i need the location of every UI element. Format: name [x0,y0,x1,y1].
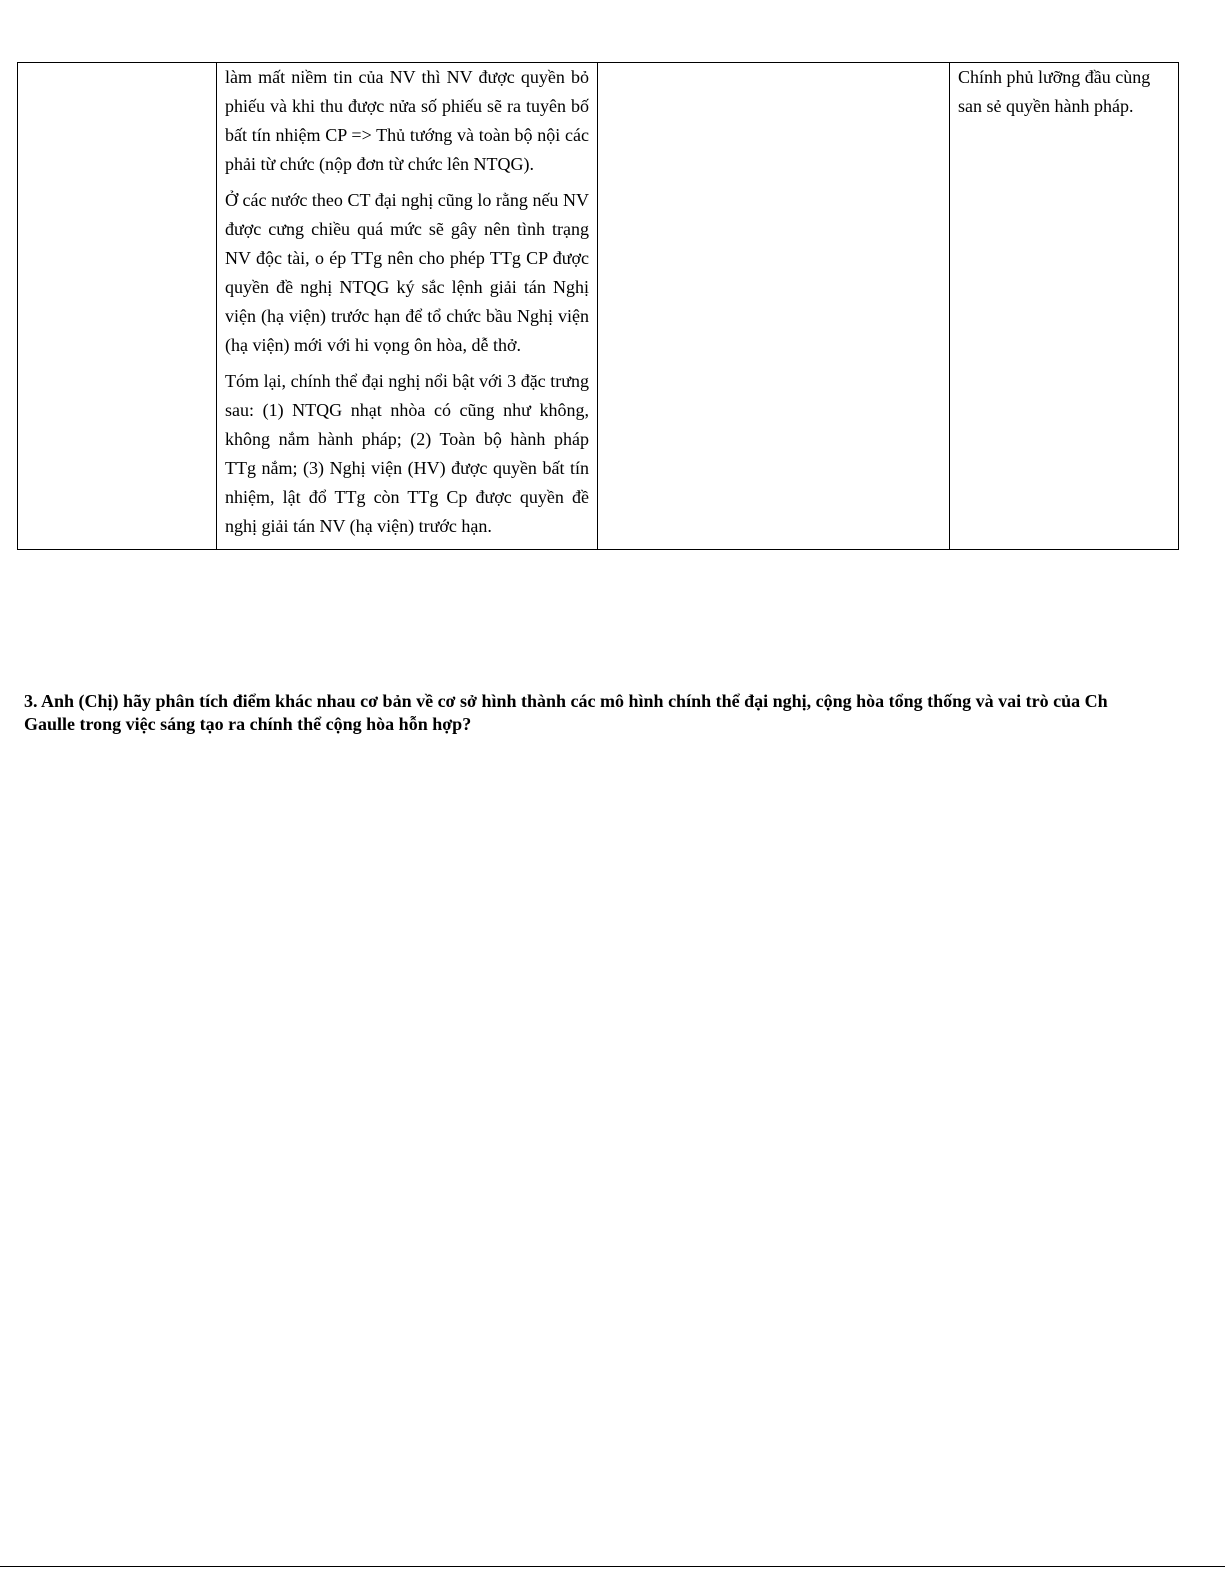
question-line-2: Gaulle trong việc sáng tạo ra chính thể cộng hòa hỗn hợp? [24,714,472,734]
table-cell-col3 [598,63,950,550]
paragraph-dual-executive: Chính phủ lưỡng đầu cùng san sẻ quyền hành pháp. [958,67,1151,116]
table-cell-col4 [950,63,1179,550]
question-heading [24,690,1225,736]
table-cell-col1 [18,63,217,550]
table-cell-col2 [217,63,598,550]
question-line-1: 3. Anh (Chị) hãy phân tích điểm khác nhau cơ bản về cơ sở hình thành các mô hình chính thể đại nghị, cộng hòa tổng thống và vai trò của Ch [24,691,1108,711]
paragraph-dissolution: Ở các nước theo CT đại nghị cũng lo rằng nếu NV được cưng chiều quá mức sẽ gây nên tình trạng NV độc tài, o ép TTg nên cho phép TTg CP được quyền đề nghị NTQG ký sắc lệnh giải tán Nghị viện (hạ viện) trước hạn để tổ chức bầu Nghị viện (hạ viện) mới với hi vọng ôn hòa, dễ thở. [225,190,589,355]
comparison-table [17,62,1179,550]
table-row [18,63,1179,550]
paragraph-summary: Tóm lại, chính thể đại nghị nổi bật với 3 đặc trưng sau: (1) NTQG nhạt nhòa có cũng như không, không nắm hành pháp; (2) Toàn bộ hành pháp TTg nắm; (3) Nghị viện (HV) được quyền bất tín nhiệm, lật đổ TTg còn TTg Cp được quyền đề nghị giải tán NV (hạ viện) trước hạn. [225,371,589,536]
paragraph-no-confidence: làm mất niềm tin của NV thì NV được quyền bỏ phiếu và khi thu được nửa số phiếu sẽ ra tuyên bố bất tín nhiệm CP => Thủ tướng và toàn bộ nội các phải từ chức (nộp đơn từ chức lên NTQG). [225,67,589,174]
page-bottom-divider [0,1566,1225,1567]
